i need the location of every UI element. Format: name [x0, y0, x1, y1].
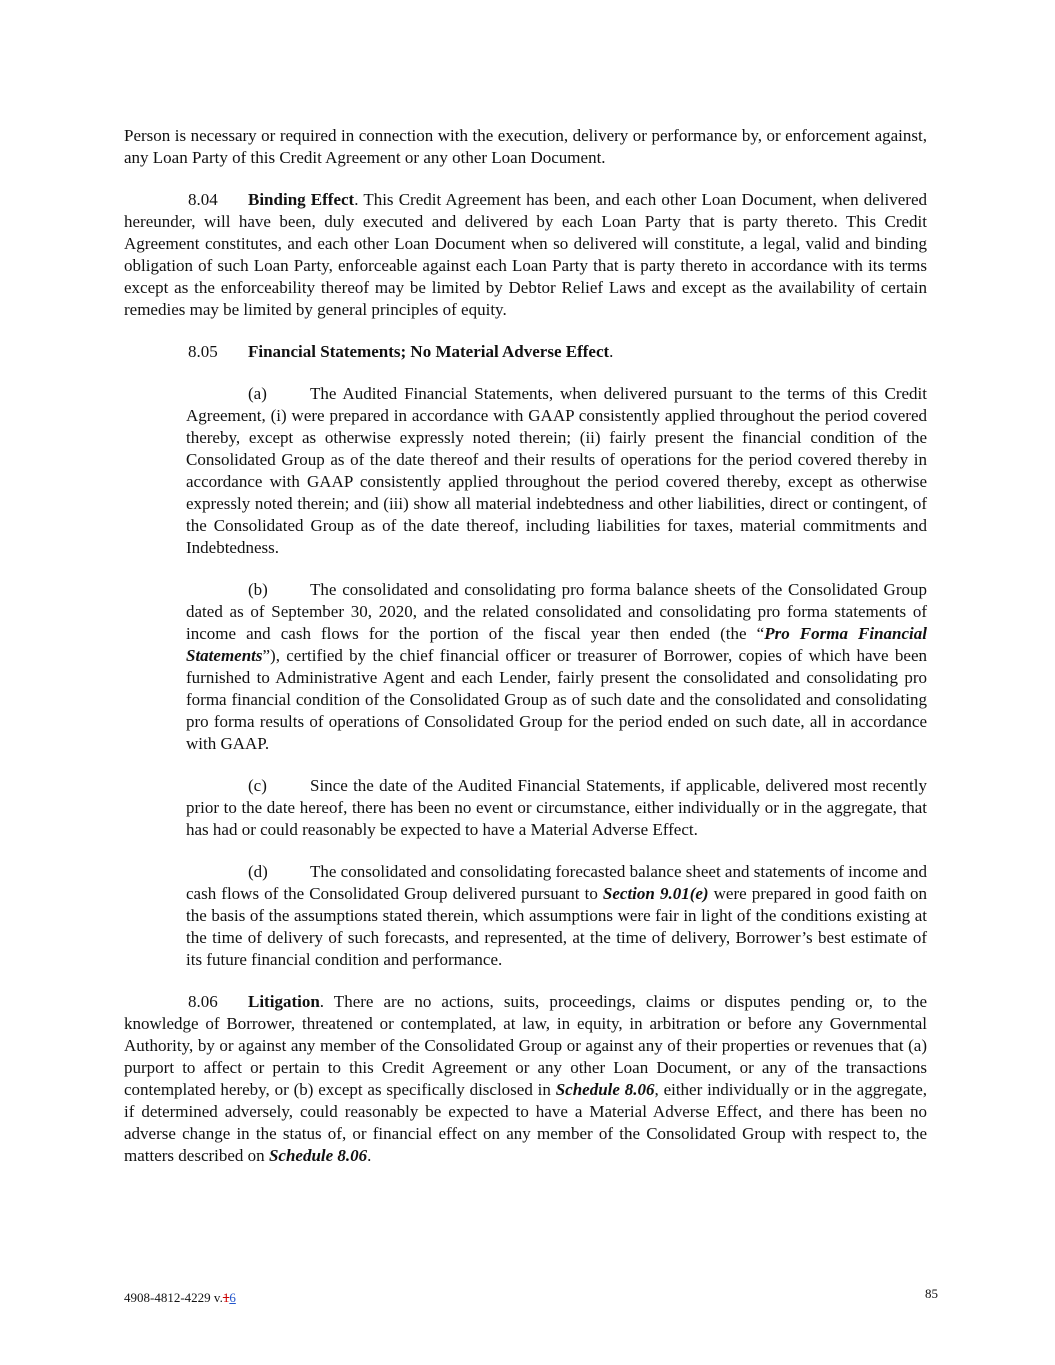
subsection-label: (d) [248, 862, 268, 881]
page-number: 85 [925, 1286, 938, 1301]
subsection-c [186, 775, 927, 841]
section-8-04 [124, 189, 927, 321]
subsection-label: (a) [248, 384, 267, 403]
subsection-text: Since the date of the Audited Financial Statements, if applicable, delivered most recently prior to the date hereof, there has been no event or circumstance, either individually or in the aggregate, that has had or could reasonably be expected to have a Material Adverse Effect. [186, 776, 927, 839]
doc-id-text: 4908-4812-4229 v. [124, 1290, 223, 1305]
section-text: . There are no actions, suits, proceedings, claims or disputes pending or, to the knowledge of Borrower, threatened or contemplated, at law, in equity, in arbitration or before any Governmental Authority, by or against any member of the Consolidated Group or against any of their properties or revenues that (a) purport to affect or pertain to this Credit Agreement or any other Loan Document, or any of the transactions contemplated hereby, or (b) except as specifically disclosed in [124, 992, 927, 1099]
subsection-text-continued: were prepared in good faith on the basis of the assumptions stated therein, which assumptions were fair in light of the conditions existing at the time of delivery of such forecasts, and represented, at the time of delivery, Borrower’s best estimate of its future financial condition and performance. [186, 884, 927, 969]
subsection-label: (c) [248, 776, 267, 795]
section-heading: Financial Statements; No Material Adverse Effect [248, 342, 610, 361]
section-text: . This Credit Agreement has been, and each other Loan Document, when delivered hereunder, will have been, duly executed and delivered by each Loan Party that is party thereto. This Credit Agreement constitutes, and each other Loan Document when so delivered will constitute, a legal, valid and binding obligation of such Loan Party, enforceable against each Loan Party that is party thereto in accordance with its terms except as the enforceability thereof may be limited by Debtor Relief Laws and except as the availability of certain remedies may be limited by general principles of equity. [124, 190, 927, 319]
schedule-reference: Schedule 8.06 [268, 1146, 368, 1165]
section-text-end: . [367, 1146, 372, 1165]
section-8-06 [124, 991, 927, 1167]
section-text-continued: , either individually or in the aggregate, if determined adversely, could reasonably be expected to have a Material Adverse Effect, and there has been no adverse change in the status of, or financial effect on any member of the Consolidated Group with respect to, the matters described on [124, 1080, 927, 1165]
subsection-text: The consolidated and consolidating pro forma balance sheets of the Consolidated Group dated as of September 30, 2020, and the related consolidated and consolidating pro forma statements of income and cash flows for the portion of the fiscal year then ended (the “ [186, 580, 927, 643]
schedule-reference: Schedule 8.06 [555, 1080, 655, 1099]
subsection-d [186, 861, 927, 971]
subsection-text: The Audited Financial Statements, when delivered pursuant to the terms of this Credit Agreement, (i) were prepared in accordance with GAAP consistently applied throughout the period covered thereby, except as otherwise expressly noted therein; (ii) fairly present the financial condition of the Consolidated Group as of the date thereof and their results of operations for the period covered thereby in accordance with GAAP consistently applied throughout the period covered thereby, except as otherwise expressly noted therein; and (iii) show all material indebtedness and other liabilities, direct or contingent, of the Consolidated Group as of the date thereof, including liabilities for taxes, material commitments and Indebtedness. [186, 384, 927, 557]
inserted-version: 6 [229, 1290, 236, 1305]
section-reference: Section 9.01(e) [602, 884, 709, 903]
section-heading: Binding Effect [248, 190, 355, 209]
section-heading: Litigation [248, 992, 320, 1011]
intro-paragraph: Person is necessary or required in connection with the execution, delivery or performance by, or enforcement against, any Loan Party of this Credit Agreement or any other Loan Document. [124, 126, 927, 167]
defined-term: Pro Forma Financial Statements [186, 624, 927, 665]
document-body [124, 125, 927, 1187]
section-number: 8.06 [188, 992, 218, 1011]
deleted-version: 1 [222, 1290, 230, 1305]
section-number: 8.04 [188, 190, 218, 209]
heading-period: . [609, 342, 614, 361]
subsection-b [186, 579, 927, 755]
subsection-text: The consolidated and consolidating forecasted balance sheet and statements of income and cash flows of the Consolidated Group delivered pursuant to [186, 862, 927, 903]
subsection-a [186, 383, 927, 559]
subsection-text-continued: ”), certified by the chief financial officer or treasurer of Borrower, copies of which have been furnished to Administrative Agent and each Lender, fairly present the consolidated and consolidating pro forma financial condition of the Consolidated Group as of such date and the consolidated and consolidating pro forma results of operations of Consolidated Group for the period ended on such date, all in accordance with GAAP. [186, 646, 927, 753]
subsection-label: (b) [248, 580, 268, 599]
section-8-05 [124, 341, 927, 363]
footer-doc-id [124, 1290, 236, 1306]
section-number: 8.05 [188, 342, 218, 361]
